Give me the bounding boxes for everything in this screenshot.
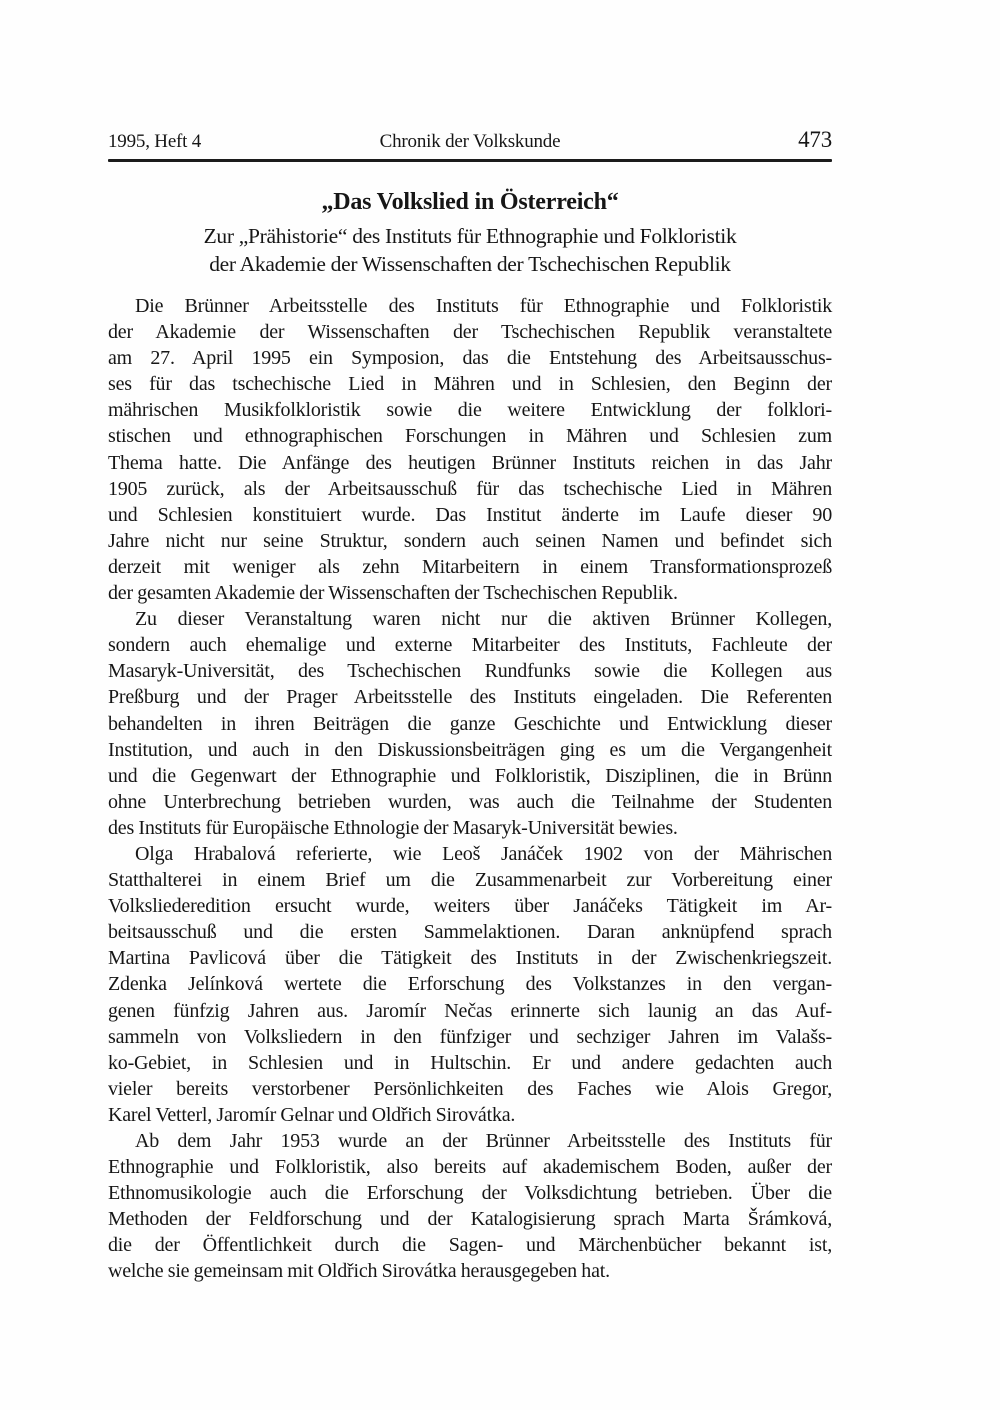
text-line: Volksliederedition ersucht wurde, weiters über Janáčeks Tätigkeit im Ar- xyxy=(108,895,832,918)
text-line: beitsausschuß und die ersten Sammelaktionen. Daran anknüpfend sprach xyxy=(108,921,832,944)
text-line: des Instituts für Europäische Ethnologie der Masaryk-Universität bewies. xyxy=(108,816,678,839)
text-line: 1905 zurück, als der Arbeitsausschuß für das tschechische Lied in Mähren xyxy=(108,477,832,500)
text-line: sammeln von Volksliedern in den fünfziger und sechziger Jahren im Valašs- xyxy=(108,1025,832,1048)
text-line: Ethnomusikologie auch die Erforschung der Volksdichtung betrieben. Über die xyxy=(108,1182,832,1205)
text-line: ko-Gebiet, in Schlesien und in Hultschin. Er und andere gedachten auch xyxy=(108,1051,832,1074)
text-line: Die Brünner Arbeitsstelle des Instituts für Ethnographie und Folkloristik xyxy=(135,295,832,317)
text-line: genen fünfzig Jahren aus. Jaromír Nečas erinnerte sich launig an das Auf- xyxy=(108,999,832,1022)
text-line: und die Gegenwart der Ethnographie und Folkloristik, Disziplinen, die in Brünn xyxy=(108,764,832,787)
text-line: stischen und ethnographischen Forschungen in Mähren und Schlesien zum xyxy=(108,425,832,448)
text-line: der Akademie der Wissenschaften der Tschechischen Republik veranstaltete xyxy=(108,321,832,344)
text-line: Ab dem Jahr 1953 wurde an der Brünner Arbeitsstelle des Instituts für xyxy=(135,1130,832,1152)
paragraph xyxy=(108,1128,832,1285)
text-line: Karel Vetterl, Jaromír Gelnar und Oldřich Sirovátka. xyxy=(108,1103,516,1126)
text-line: am 27. April 1995 ein Symposion, das die Entstehung des Arbeitsausschus- xyxy=(108,347,832,370)
section-title: Chronik der Volkskunde xyxy=(379,131,561,152)
header-rule xyxy=(108,159,832,162)
text-line: welche sie gemeinsam mit Oldřich Sirovátka herausgegeben hat. xyxy=(108,1260,610,1283)
text-line: sondern auch ehemalige und externe Mitarbeiter des Instituts, Fachleute der xyxy=(108,634,832,657)
text-line: Ethnographie und Folkloristik, also bereits auf akademischem Boden, außer der xyxy=(108,1156,832,1179)
article-subtitle xyxy=(108,222,832,278)
text-line: Preßburg und der Prager Arbeitsstelle des Instituts eingeladen. Die Referenten xyxy=(108,686,832,709)
text-line: Zu dieser Veranstaltung waren nicht nur die aktiven Brünner Kollegen, xyxy=(135,608,832,631)
paragraph xyxy=(108,293,832,606)
text-line: Thema hatte. Die Anfänge des heutigen Brünner Instituts reichen in das Jahr xyxy=(108,451,832,474)
text-line: Zdenka Jelínková wertete die Erforschung des Volkstanzes in den vergan- xyxy=(108,973,832,996)
running-header xyxy=(108,128,832,153)
text-line: Statthalterei in einem Brief um die Zusammenarbeit zur Vorbereitung einer xyxy=(108,869,832,892)
article-body xyxy=(108,293,832,1285)
subtitle-line: der Akademie der Wissenschaften der Tschechischen Republik xyxy=(209,252,731,276)
text-line: ses für das tschechische Lied in Mähren und in Schlesien, den Beginn der xyxy=(108,373,832,396)
subtitle-line: Zur „Prähistorie“ des Instituts für Ethnographie und Folkloristik xyxy=(203,224,737,248)
text-line: der gesamten Akademie der Wissenschaften der Tschechischen Republik. xyxy=(108,582,678,605)
issue-label: 1995, Heft 4 xyxy=(108,131,202,152)
article-title: „Das Volkslied in Österreich“ xyxy=(321,189,619,215)
text-line: ohne Unterbrechung betrieben wurden, was auch die Teilnahme der Studenten xyxy=(108,790,832,813)
text-line: Martina Pavlicová über die Tätigkeit des Instituts in der Zwischenkriegszeit. xyxy=(108,947,832,970)
text-line: Masaryk-Universität, des Tschechischen Rundfunks sowie die Kollegen aus xyxy=(108,660,832,683)
page-content xyxy=(108,128,832,1285)
text-line: vieler bereits verstorbener Persönlichkeiten des Faches wie Alois Gregor, xyxy=(108,1077,832,1100)
page-number: 473 xyxy=(798,127,832,152)
text-line: Olga Hrabalová referierte, wie Leoš Janáček 1902 von der Mährischen xyxy=(135,842,832,865)
paragraph xyxy=(108,841,832,1128)
paragraph xyxy=(108,606,832,841)
text-line: die der Öffentlichkeit durch die Sagen- und Märchenbücher bekannt ist, xyxy=(108,1234,832,1257)
text-line: behandelten in ihren Beiträgen die ganze Geschichte und Entwicklung dieser xyxy=(108,712,832,735)
text-line: Methoden der Feldforschung und der Katalogisierung sprach Marta Šrámková, xyxy=(108,1208,832,1231)
text-line: Jahre nicht nur seine Struktur, sondern auch seinen Namen und befindet sich xyxy=(108,529,832,552)
text-line: und Schlesien konstituiert wurde. Das Institut änderte im Laufe dieser 90 xyxy=(108,503,832,526)
text-line: Institution, und auch in den Diskussionsbeiträgen ging es um die Vergangenheit xyxy=(108,738,832,761)
text-line: derzeit mit weniger als zehn Mitarbeitern in einem Transformationsprozeß xyxy=(108,555,832,578)
text-line: mährischen Musikfolkloristik sowie die weitere Entwicklung der folklori- xyxy=(108,399,832,422)
